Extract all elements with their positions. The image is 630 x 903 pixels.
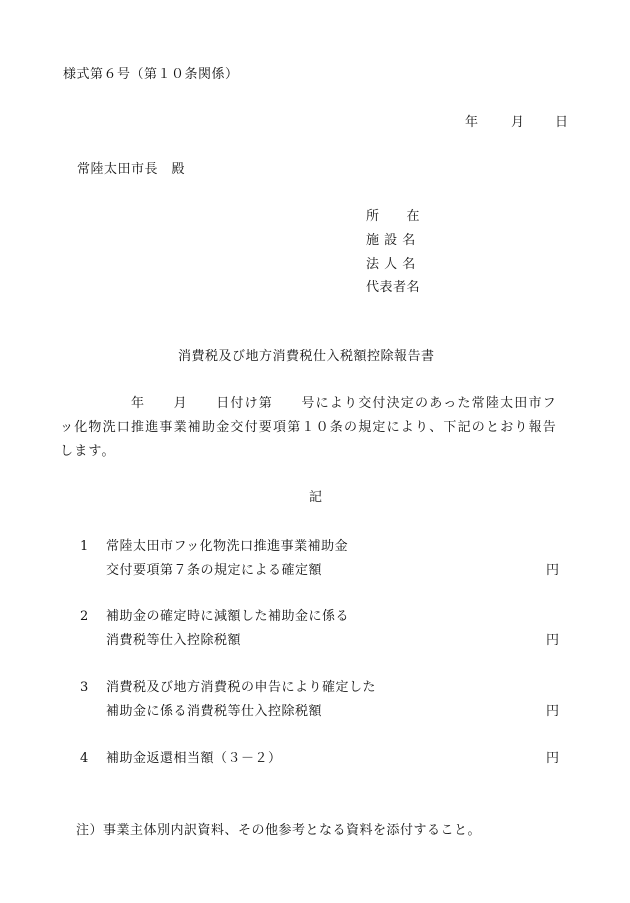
- date-day: 日: [555, 115, 569, 130]
- item-unit: 円: [546, 563, 560, 578]
- item-line2: 補助金に係る消費税等仕入控除税額: [106, 704, 323, 719]
- address-label: 所 在: [366, 209, 421, 224]
- item-line1: 消費税及び地方消費税の申告により確定した: [106, 680, 377, 695]
- addressee: 常陸太田市長 殿: [77, 162, 186, 177]
- date-month: 月: [511, 115, 525, 130]
- footnote: 注）事業主体別内訳資料、その他参考となる資料を添付すること。: [76, 823, 482, 838]
- item-number: 1: [80, 539, 89, 554]
- body-line: ッ化物洗口推進事業補助金交付要項第１０条の規定により、下記のとおり報告: [60, 420, 558, 435]
- item-unit: 円: [546, 751, 560, 766]
- date-year: 年: [465, 115, 479, 130]
- item-line1: 補助金の確定時に減額した補助金に係る: [106, 609, 350, 624]
- body-line: します。: [60, 444, 116, 459]
- corporation-label: 法 人 名: [366, 257, 416, 272]
- item-unit: 円: [546, 704, 560, 719]
- item-number: 4: [80, 751, 89, 766]
- document-title: 消費税及び地方消費税仕入税額控除報告書: [178, 349, 435, 364]
- item-line1: 補助金返還相当額（３－２）: [106, 751, 282, 766]
- body-line: 年 月 日付け第 号により交付決定のあった常陸太田市フ: [60, 396, 557, 411]
- representative-label: 代表者名: [366, 280, 421, 295]
- item-unit: 円: [546, 633, 560, 648]
- item-line2: 交付要項第７条の規定による確定額: [106, 563, 323, 578]
- item-number: 3: [80, 680, 89, 695]
- ki-heading: 記: [309, 490, 323, 505]
- facility-label: 施 設 名: [366, 233, 416, 248]
- item-line2: 消費税等仕入控除税額: [106, 633, 242, 648]
- item-number: 2: [80, 609, 89, 624]
- form-label: 様式第６号（第１０条関係）: [63, 67, 239, 82]
- item-line1: 常陸太田市フッ化物洗口推進事業補助金: [106, 539, 349, 554]
